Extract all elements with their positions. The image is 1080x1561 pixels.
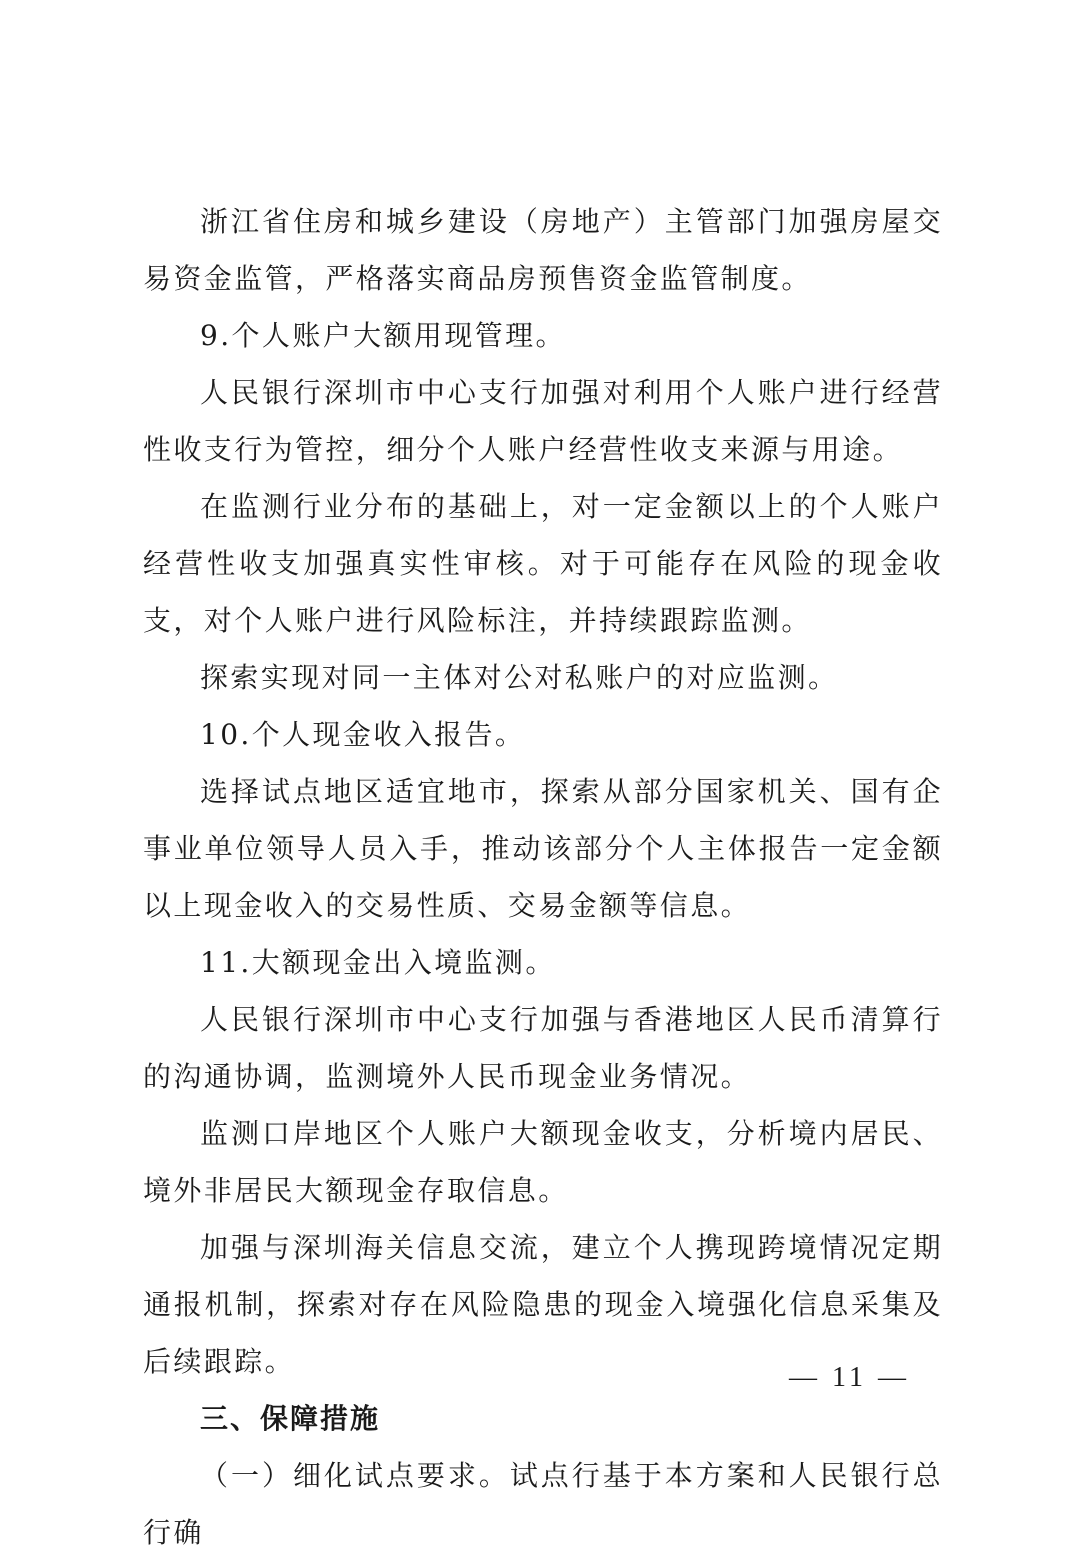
paragraph-customs-exchange: 加强与深圳海关信息交流，建立个人携现跨境情况定期通报机制，探索对存在风险隐患的现金入境强化信息采集及后续跟踪。 [143, 1231, 943, 1378]
section-three-heading: 三、保障措施 [200, 1402, 381, 1435]
paragraph-industry-monitoring: 在监测行业分布的基础上，对一定金额以上的个人账户经营性收支加强真实性审核。对于可能存在风险的现金收支，对个人账户进行风险标注，并持续跟踪监测。 [143, 490, 943, 637]
paragraph-hongkong-clearing: 人民银行深圳市中心支行加强与香港地区人民币清算行的沟通协调，监测境外人民币现金业务情况。 [143, 1003, 943, 1093]
item-9-heading: 9.个人账户大额用现管理。 [200, 319, 566, 352]
document-body [143, 193, 943, 1561]
page-number: — 11 — [789, 1362, 910, 1393]
paragraph-pilot-cash-income-report: 选择试点地区适宜地市，探索从部分国家机关、国有企事业单位领导人员入手，推动该部分个人主体报告一定金额以上现金收入的交易性质、交易金额等信息。 [143, 775, 943, 922]
item-10-heading: 10.个人现金收入报告。 [200, 718, 526, 751]
paragraph-public-private-monitoring: 探索实现对同一主体对公对私账户的对应监测。 [200, 661, 839, 694]
item-11-heading: 11.大额现金出入境监测。 [200, 946, 556, 979]
paragraph-shenzhen-account-control: 人民银行深圳市中心支行加强对利用个人账户进行经营性收支行为管控，细分个人账户经营性收支来源与用途。 [143, 376, 943, 466]
paragraph-port-cash-monitoring: 监测口岸地区个人账户大额现金收支，分析境内居民、境外非居民大额现金存取信息。 [143, 1117, 943, 1207]
paragraph-refine-pilot-requirements: （一）细化试点要求。试点行基于本方案和人民银行总行确 [143, 1459, 943, 1549]
paragraph-zhejiang-housing-funds: 浙江省住房和城乡建设（房地产）主管部门加强房屋交易资金监管，严格落实商品房预售资金监管制度。 [143, 205, 943, 295]
